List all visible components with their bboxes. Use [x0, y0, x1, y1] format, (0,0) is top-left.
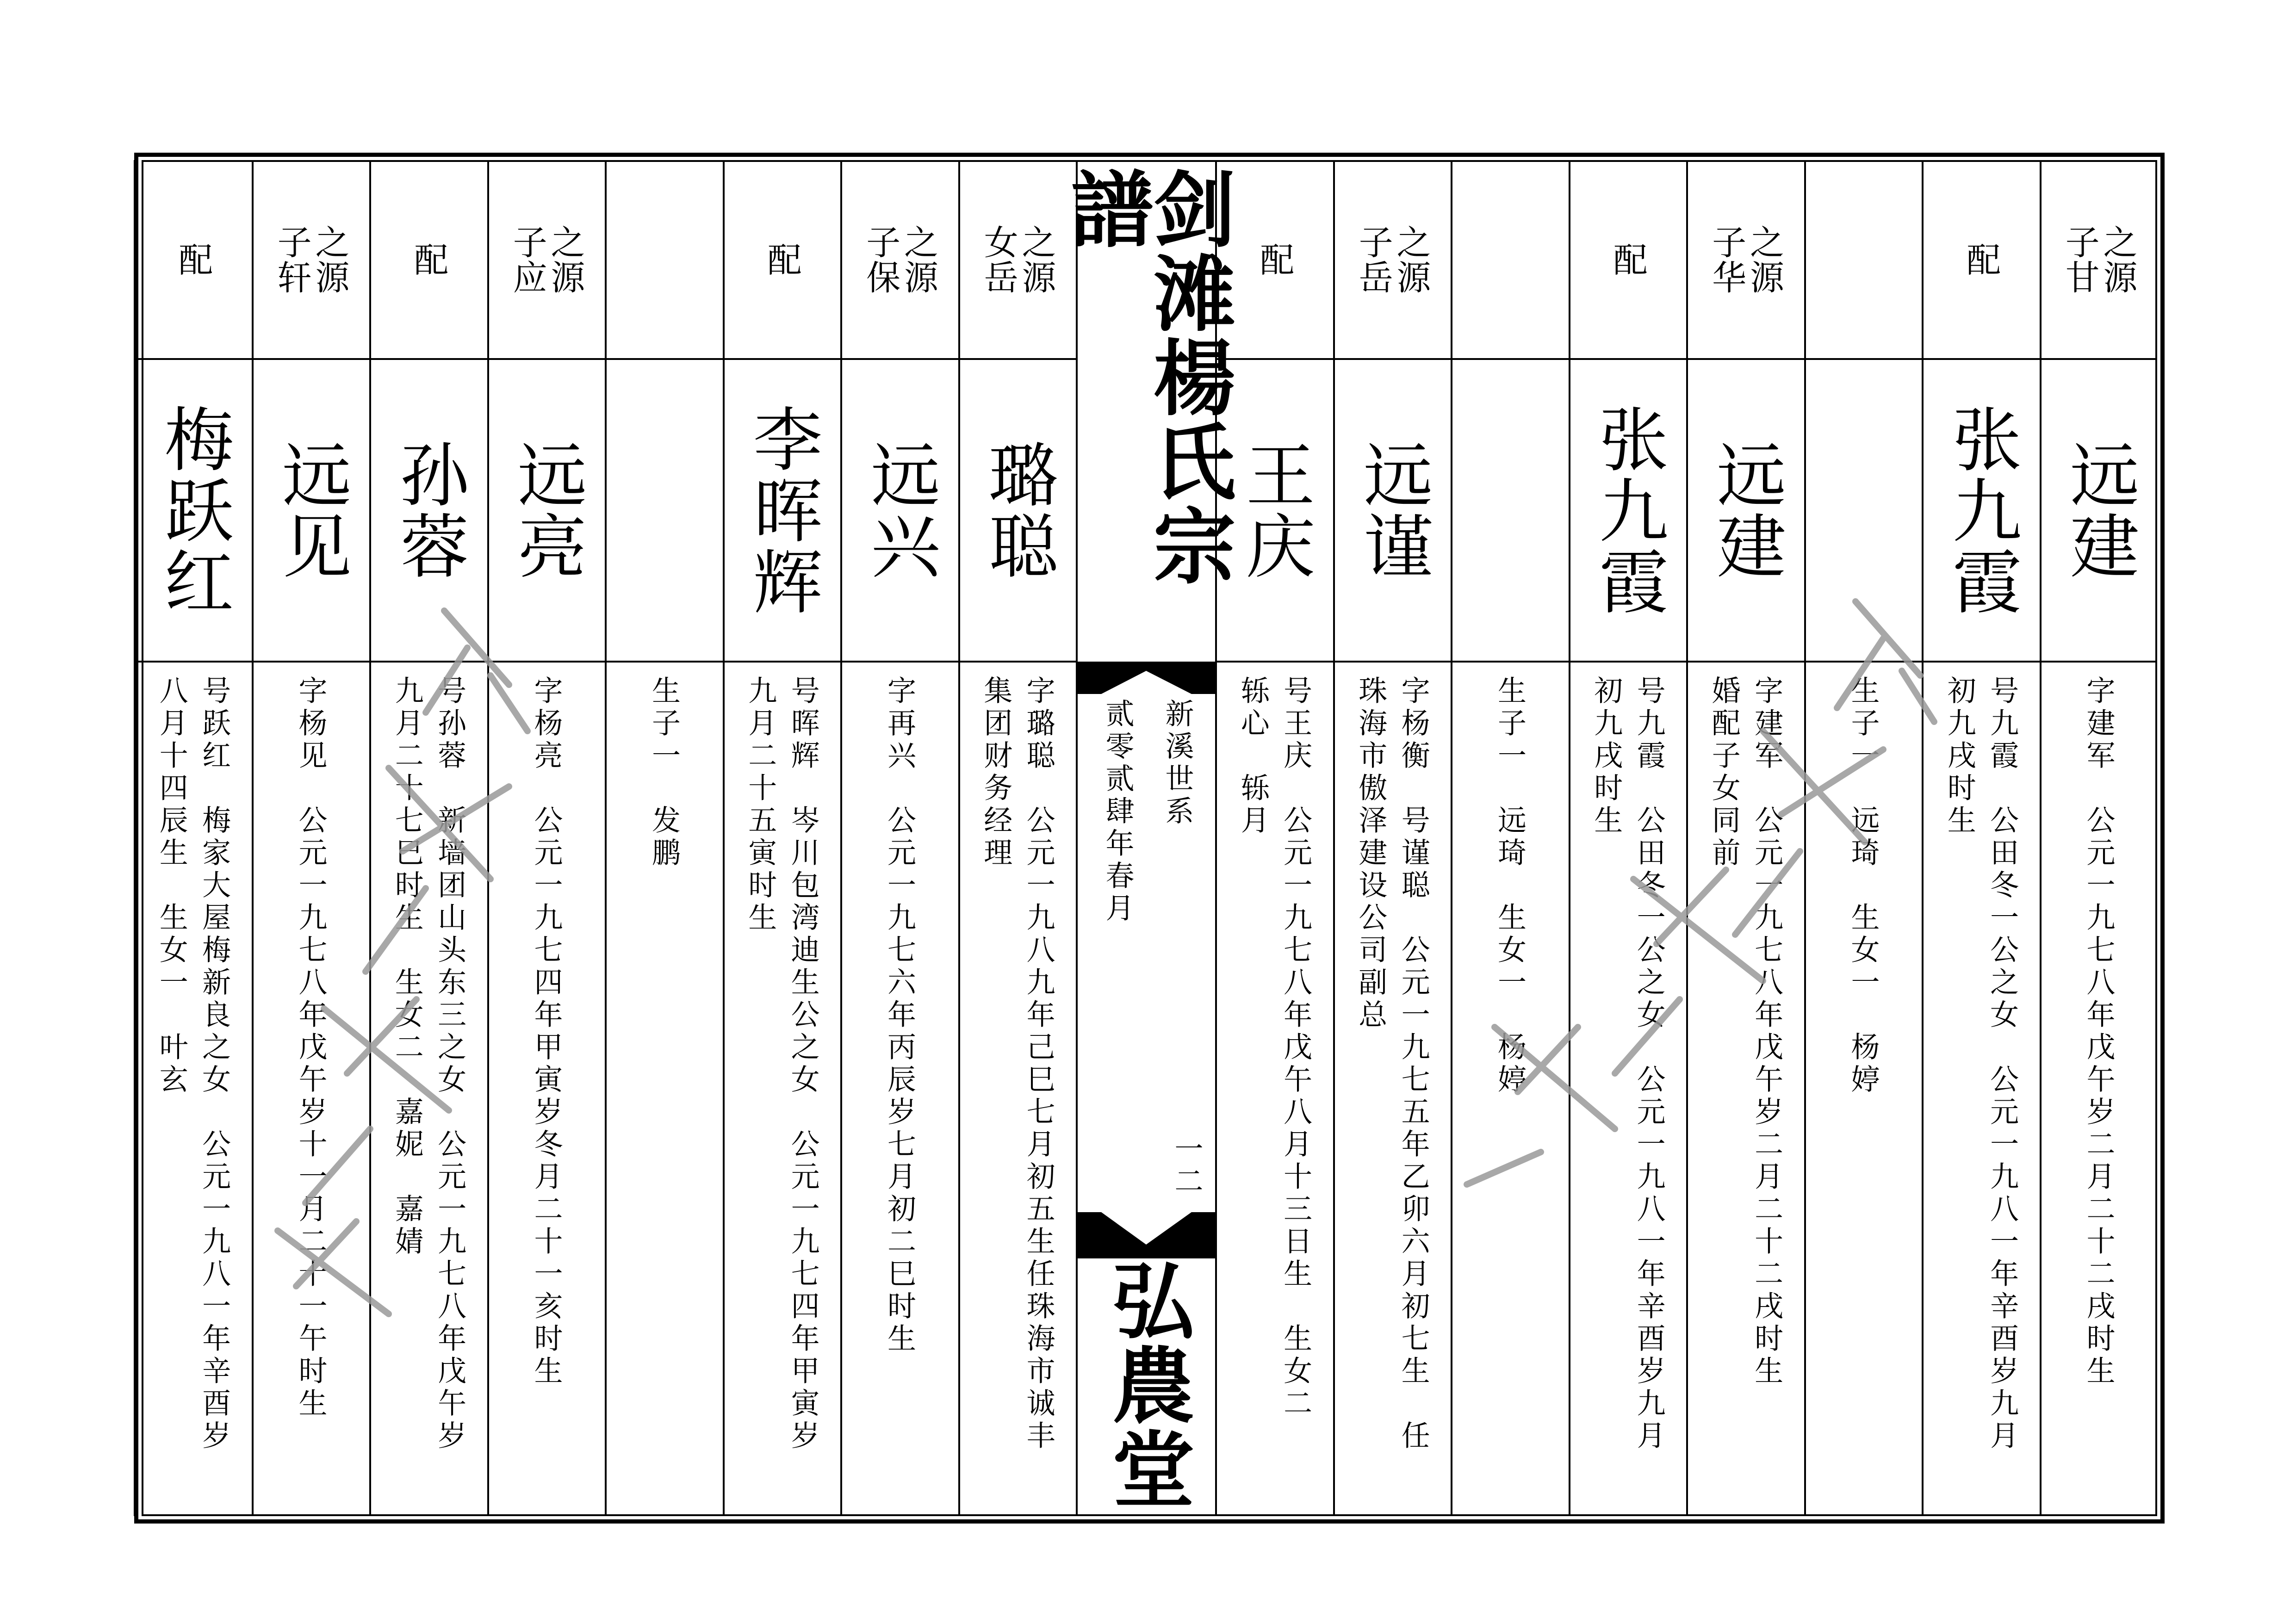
detail-line: 九月二十五寅时生	[743, 675, 777, 935]
genealogy-title: 剑滩楊氏宗譜	[1057, 167, 1236, 588]
person-details	[134, 675, 252, 1513]
detail-line: 生子一 远琦 生女一 杨婷	[1846, 675, 1880, 1096]
detail-line: 轹心 轹月	[1236, 675, 1270, 837]
person-details	[252, 675, 370, 1513]
person-name	[1922, 359, 2040, 662]
person-details	[1333, 675, 1451, 1513]
relation-text: 之源	[1391, 224, 1431, 295]
relation-text: 之源	[1744, 224, 1784, 295]
person-details	[840, 675, 958, 1513]
relation-label	[252, 160, 370, 359]
relation-label	[1451, 160, 1569, 359]
person-name	[252, 359, 370, 662]
person-name	[369, 359, 487, 662]
hall-name: 弘農堂	[1098, 1258, 1195, 1511]
relation-label	[2040, 160, 2158, 359]
spine-date: 贰零贰肆年春月	[1101, 699, 1135, 925]
person-name-text: 远兴	[859, 439, 940, 582]
relation-text: 之源	[545, 224, 585, 295]
detail-line: 号九霞 公田冬一公之女 公元一九八一年辛酉岁九月	[1632, 675, 1666, 1453]
relation-text: 子保	[861, 224, 901, 295]
page-number: 一二	[1170, 1134, 1204, 1198]
spine-series: 新溪世系	[1160, 699, 1194, 828]
detail-line: 字建军 公元一九七八年戊午岁二月二十二戌时生	[2081, 675, 2116, 1388]
relation-text: 之源	[2097, 224, 2138, 295]
relation-text: 之源	[1016, 224, 1056, 295]
relation-text: 配	[1607, 242, 1648, 277]
person-name	[723, 359, 841, 662]
relation-label	[487, 160, 605, 359]
detail-line: 字杨亮 公元一九七四年甲寅岁冬月二十一亥时生	[529, 675, 563, 1388]
relation-text: 子华	[1706, 224, 1747, 295]
person-name-text: 李晖辉	[741, 403, 822, 617]
person-details	[1804, 675, 1922, 1513]
person-name-text: 远亮	[505, 439, 586, 582]
person-details	[723, 675, 841, 1513]
person-name	[134, 359, 252, 662]
person-details	[1569, 675, 1687, 1513]
relation-label	[605, 160, 723, 359]
detail-line: 号跃红 梅家大屋梅新良之女 公元一九八一年辛酉岁	[197, 675, 231, 1453]
relation-text: 配	[1254, 242, 1295, 277]
person-details	[1922, 675, 2040, 1513]
person-name	[1569, 359, 1687, 662]
detail-line: 号孙蓉 新墙团山头东三之女 公元一九七八年戊午岁	[433, 675, 467, 1453]
relation-text: 配	[1961, 242, 2001, 277]
relation-label	[1922, 160, 2040, 359]
person-details	[2040, 675, 2158, 1513]
detail-line: 字璐聪 公元一九八九年己巳七月初五生任珠海市诚丰	[1022, 675, 1056, 1453]
relation-text: 配	[762, 242, 802, 277]
detail-line: 生子一 发鹏	[647, 675, 681, 870]
relation-text: 女岳	[978, 224, 1018, 295]
person-name	[958, 359, 1076, 662]
detail-line: 初九戌时生	[1589, 675, 1623, 837]
person-name-text: 远谨	[1351, 439, 1432, 582]
detail-line: 珠海市傲泽建设公司副总	[1353, 675, 1388, 1032]
person-details	[487, 675, 605, 1513]
detail-line: 集团财务经理	[979, 675, 1013, 870]
relation-label	[1569, 160, 1687, 359]
relation-label	[1804, 160, 1922, 359]
person-details	[1686, 675, 1804, 1513]
person-name-text: 远建	[1705, 439, 1786, 582]
person-name-text: 张九霞	[1587, 403, 1668, 617]
detail-line: 字建军 公元一九七八年戊午岁二月二十二戌时生	[1750, 675, 1784, 1388]
relation-label	[369, 160, 487, 359]
relation-text: 子轩	[272, 224, 312, 295]
detail-line: 号王庆 公元一九七八年戊午八月十三日生 生女二	[1278, 675, 1313, 1420]
person-name	[1804, 359, 1922, 662]
person-details	[1451, 675, 1569, 1513]
relation-label	[723, 160, 841, 359]
detail-line: 八月十四辰生 生女一 叶玄	[155, 675, 189, 1096]
detail-line: 婚配子女同前	[1707, 675, 1741, 870]
detail-line: 九月二十七巳时生 生女二 嘉妮 嘉婧	[390, 675, 424, 1258]
detail-line: 字杨见 公元一九七八年戊午岁十一月二十一午时生	[293, 675, 328, 1420]
relation-label	[134, 160, 252, 359]
spine-info	[1080, 699, 1215, 1208]
person-name	[2040, 359, 2158, 662]
relation-text: 之源	[310, 224, 350, 295]
person-name-text: 远见	[270, 439, 351, 582]
detail-line: 生子一 远琦 生女一 杨婷	[1493, 675, 1527, 1096]
person-name	[605, 359, 723, 662]
spine-band-bottom	[1076, 1212, 1217, 1258]
person-details	[958, 675, 1076, 1513]
person-name-text: 王庆	[1234, 439, 1315, 582]
person-details	[605, 675, 723, 1513]
relation-text: 子岳	[1353, 224, 1393, 295]
spine-band-top	[1076, 662, 1217, 694]
person-name-text: 孙蓉	[388, 439, 469, 582]
relation-label	[1333, 160, 1451, 359]
detail-line: 号九霞 公田冬一公之女 公元一九八一年辛酉岁九月	[1985, 675, 2019, 1453]
relation-text: 之源	[898, 224, 938, 295]
relation-label	[1686, 160, 1804, 359]
person-name	[1333, 359, 1451, 662]
person-name	[840, 359, 958, 662]
person-name-text: 梅跃红	[152, 403, 233, 617]
relation-text: 子甘	[2060, 224, 2100, 295]
person-details	[1215, 675, 1333, 1513]
person-name-text: 璐聪	[976, 439, 1057, 582]
relation-text: 配	[409, 242, 449, 277]
relation-text: 子应	[507, 224, 547, 295]
person-name-text: 远建	[2058, 439, 2139, 582]
person-name-text: 张九霞	[1940, 403, 2021, 617]
relation-label	[840, 160, 958, 359]
detail-line: 号晖辉 岑川包湾迪生公之女 公元一九七四年甲寅岁	[786, 675, 820, 1453]
detail-line: 字再兴 公元一九七六年丙辰岁七月初二巳时生	[882, 675, 917, 1356]
person-name	[487, 359, 605, 662]
relation-text: 配	[173, 242, 213, 277]
person-name	[1451, 359, 1569, 662]
detail-line: 初九戌时生	[1942, 675, 1977, 837]
person-name	[1686, 359, 1804, 662]
person-details	[369, 675, 487, 1513]
detail-line: 字杨衡 号谨聪 公元一九七五年乙卯六月初七生 任	[1396, 675, 1431, 1453]
